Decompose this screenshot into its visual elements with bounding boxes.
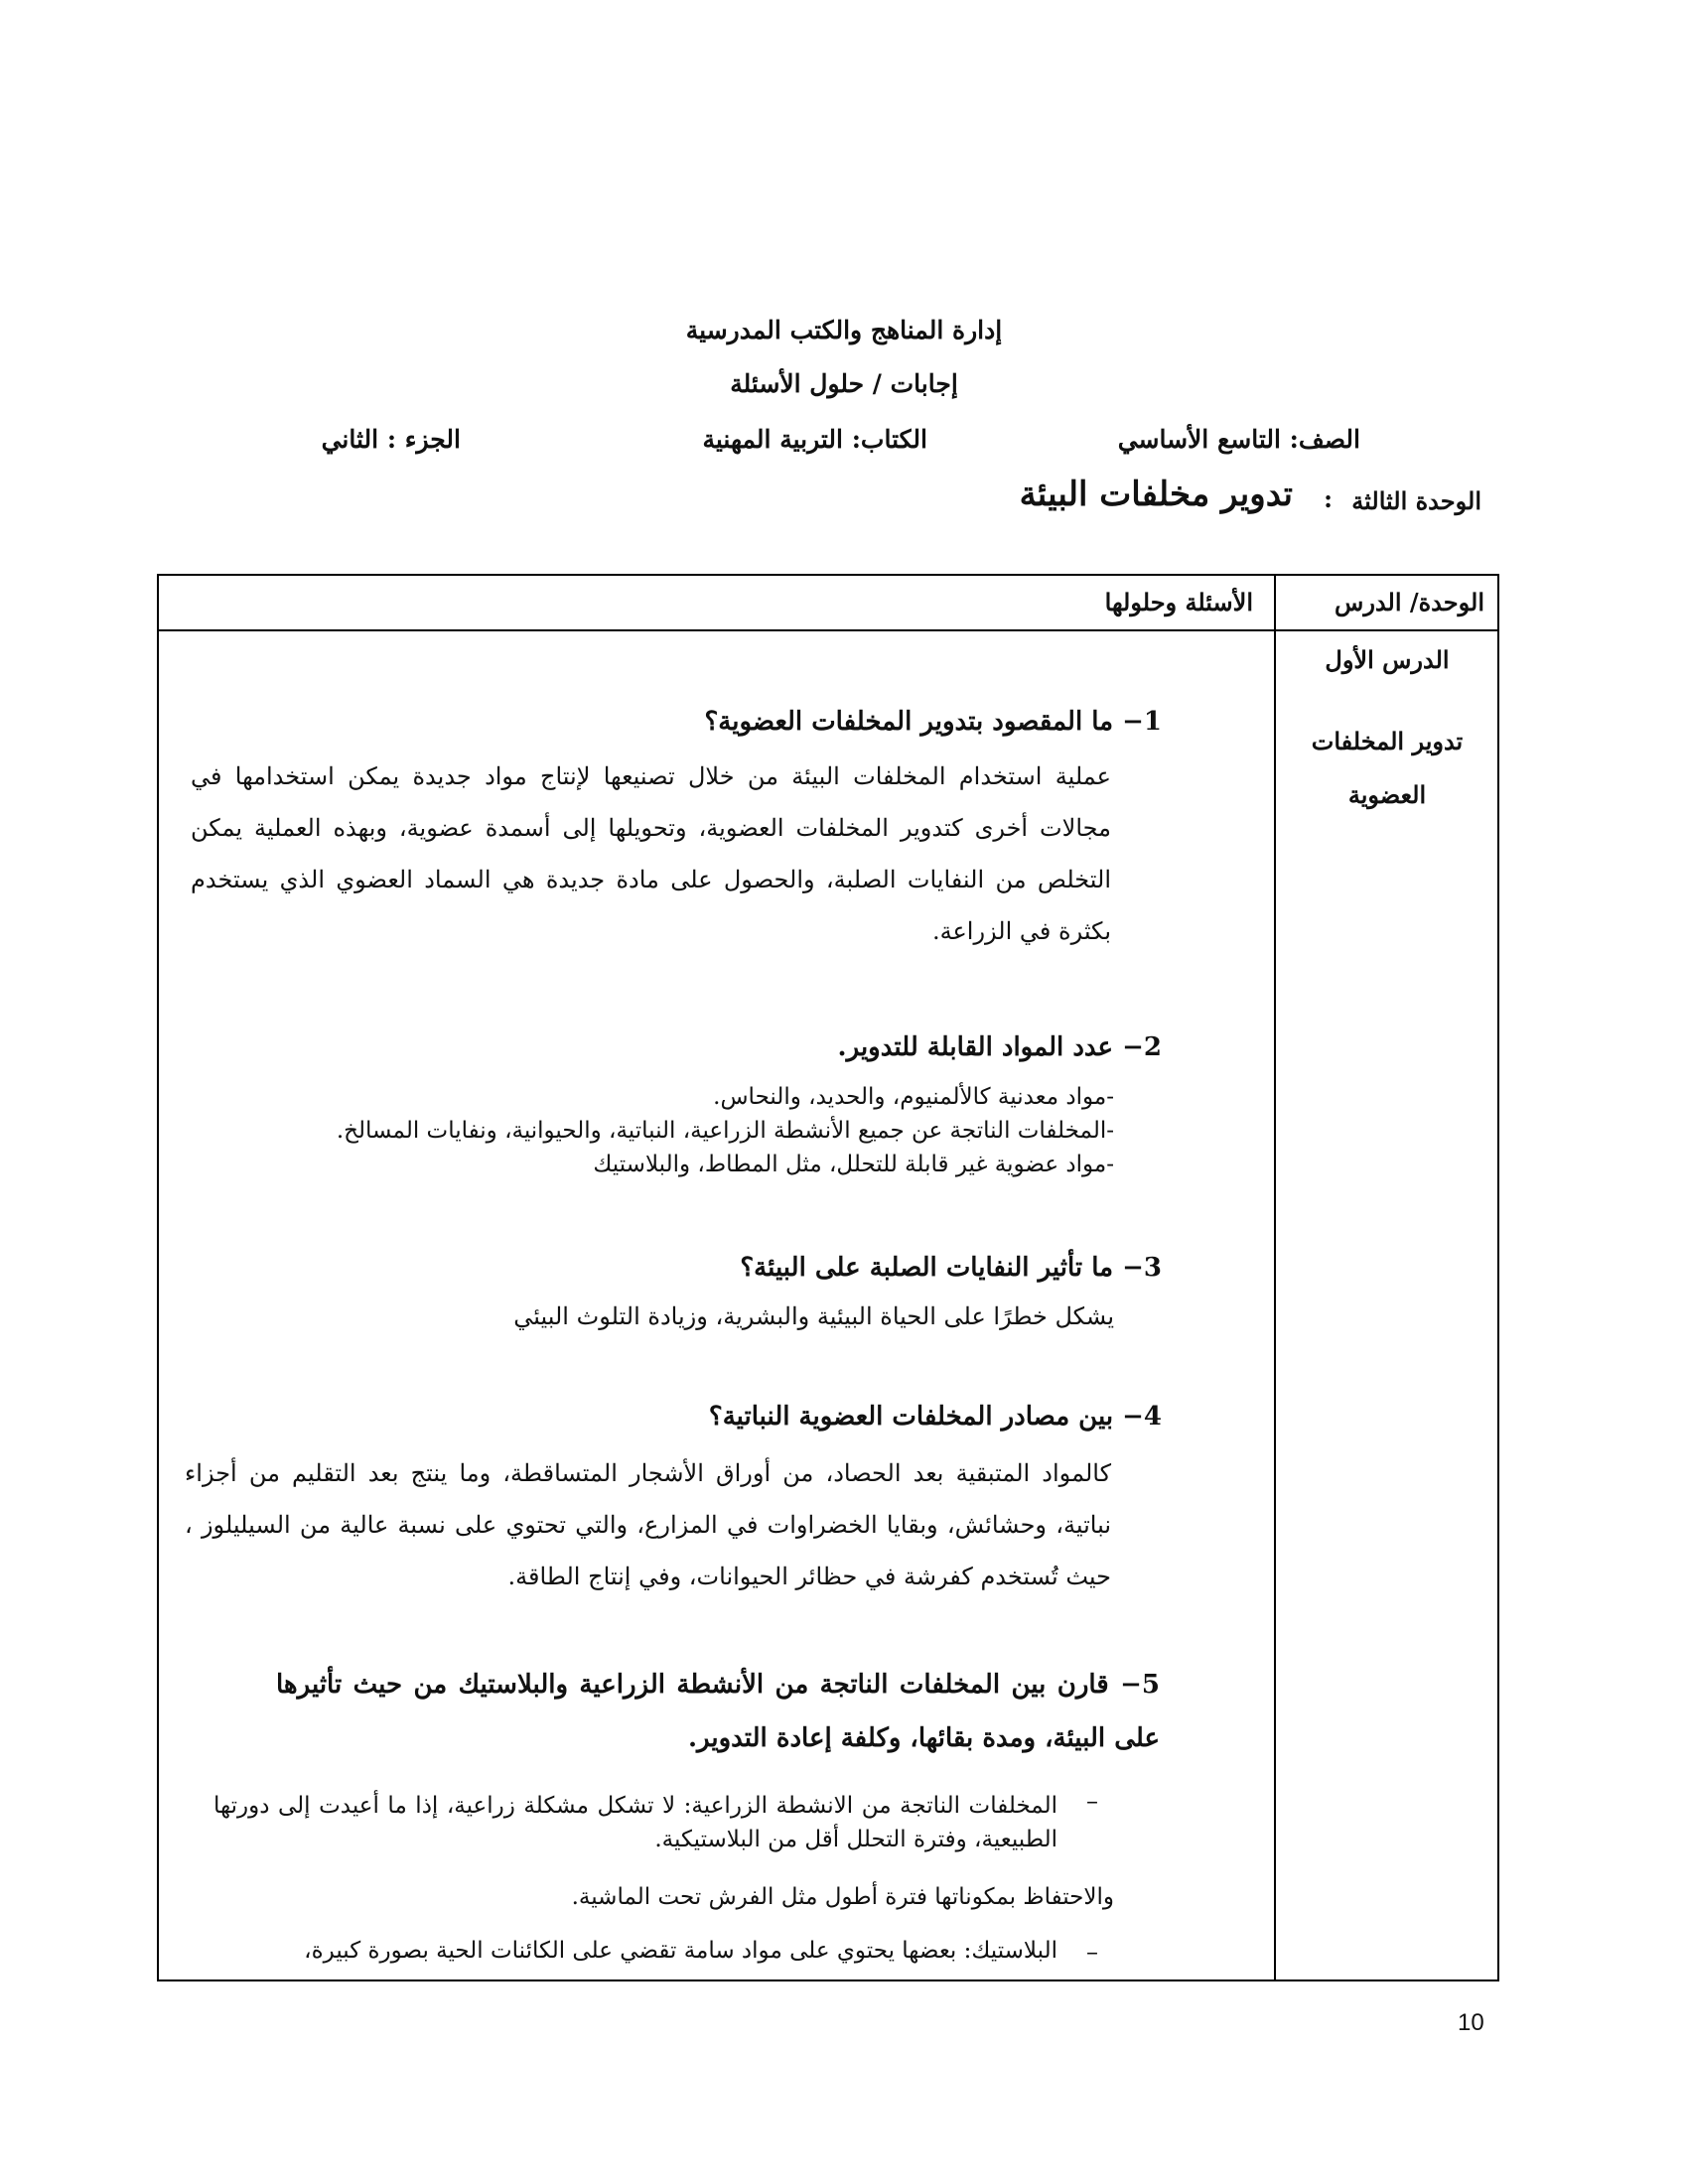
unit-separator: : (1324, 484, 1333, 513)
document-type-title: إجابات / حلول الأسئلة (730, 369, 958, 398)
question-5-line-mid: والاحتفاظ بمكوناتها فترة أطول مثل الفرش تحت الماشية. (571, 1884, 1114, 1910)
question-4-title: 4− بين مصادر المخلفات العضوية النباتية؟ (708, 1402, 1162, 1432)
question-1-answer: عملية استخدام المخلفات البيئة من خلال تصنيعها لإنتاج مواد جديدة يمكن استخدامها في مجالات أخرى كتدوير المخلفات العضوية، وتحويلها إلى أسمدة عضوية، وبهذه العملية يمكن التخلص من النفايات الصلبة، والحصول على مادة جديدة هي السماد العضوي الذي يستخدم بكثرة في الزراعة. (191, 762, 1111, 945)
part-label: الجزء : الثاني (321, 425, 461, 454)
lesson-topic-line-1: تدوير المخلفات (1311, 727, 1464, 755)
table-header-divider (159, 629, 1497, 631)
lesson-column-header: الوحدة/ الدرس (1335, 588, 1484, 616)
question-2-answer-line-3: -مواد عضوية غير قابلة للتحلل، مثل المطاط، والبلاستيك (593, 1152, 1114, 1177)
question-2-answer-line-1: -مواد معدنية كالألمنيوم، والحديد، والنحاس. (713, 1084, 1114, 1110)
question-5-bullet-2-dash: – (1086, 1938, 1098, 1966)
question-3-answer: يشكل خطرًا على الحياة البيئية والبشرية، وزيادة التلوث البيئي (513, 1302, 1114, 1330)
question-5-bullet-2: البلاستيك: بعضها يحتوي على مواد سامة تقضي على الكائنات الحية بصورة كبيرة، (304, 1938, 1057, 1964)
question-2-answer-line-2: -المخلفات الناتجة عن جميع الأنشطة الزراعية، النباتية، والحيوانية، ونفايات المسالخ. (336, 1118, 1114, 1144)
question-5-title: 5− قارن بين المخلفات الناتجة من الأنشطة الزراعية والبلاستيك من حيث تأثيرها على البيئة، ومدة بقائها، وكلفة إعادة التدوير. (276, 1670, 1160, 1753)
lesson-topic-line-2: العضوية (1347, 780, 1427, 809)
question-3-title: 3− ما تأثير النفايات الصلبة على البيئة؟ (740, 1253, 1162, 1283)
unit-label: الوحدة الثالثة (1351, 486, 1481, 515)
table-column-divider (1274, 576, 1276, 1979)
question-5-bullet-1: المخلفات الناتجة من الانشطة الزراعية: لا تشكل مشكلة زراعية، إذا ما أعيدت إلى دورتها الطبيعية، وفترة التحلل أقل من البلاستيكية. (213, 1793, 1057, 1852)
department-title: إدارة المناهج والكتب المدرسية (685, 316, 1003, 344)
grade-label: الصف: التاسع الأساسي (1117, 425, 1360, 454)
lesson-name: الدرس الأول (1325, 645, 1450, 674)
unit-title: تدوير مخلفات البيئة (1019, 475, 1293, 514)
page-number: 10 (1458, 2009, 1484, 2036)
question-4-answer: كالمواد المتبقية بعد الحصاد، من أوراق الأشجار المتساقطة، وما ينتج بعد التقليم من أجزاء نباتية، وحشائش، وبقايا الخضراوات في المزارع، والتي تحتوي على نسبة عالية من السيليلوز ، حيث تُستخدم كفرشة في حظائر الحيوانات، وفي إنتاج الطاقة. (185, 1459, 1111, 1590)
question-2-title: 2− عدد المواد القابلة للتدوير. (837, 1032, 1162, 1062)
questions-column-header: الأسئلة وحلولها (1104, 588, 1253, 616)
question-1-title: 1− ما المقصود بتدوير المخلفات العضوية؟ (704, 707, 1162, 737)
question-5-bullet-1-dash: – (1086, 1787, 1098, 1815)
book-label: الكتاب: التربية المهنية (702, 425, 927, 454)
